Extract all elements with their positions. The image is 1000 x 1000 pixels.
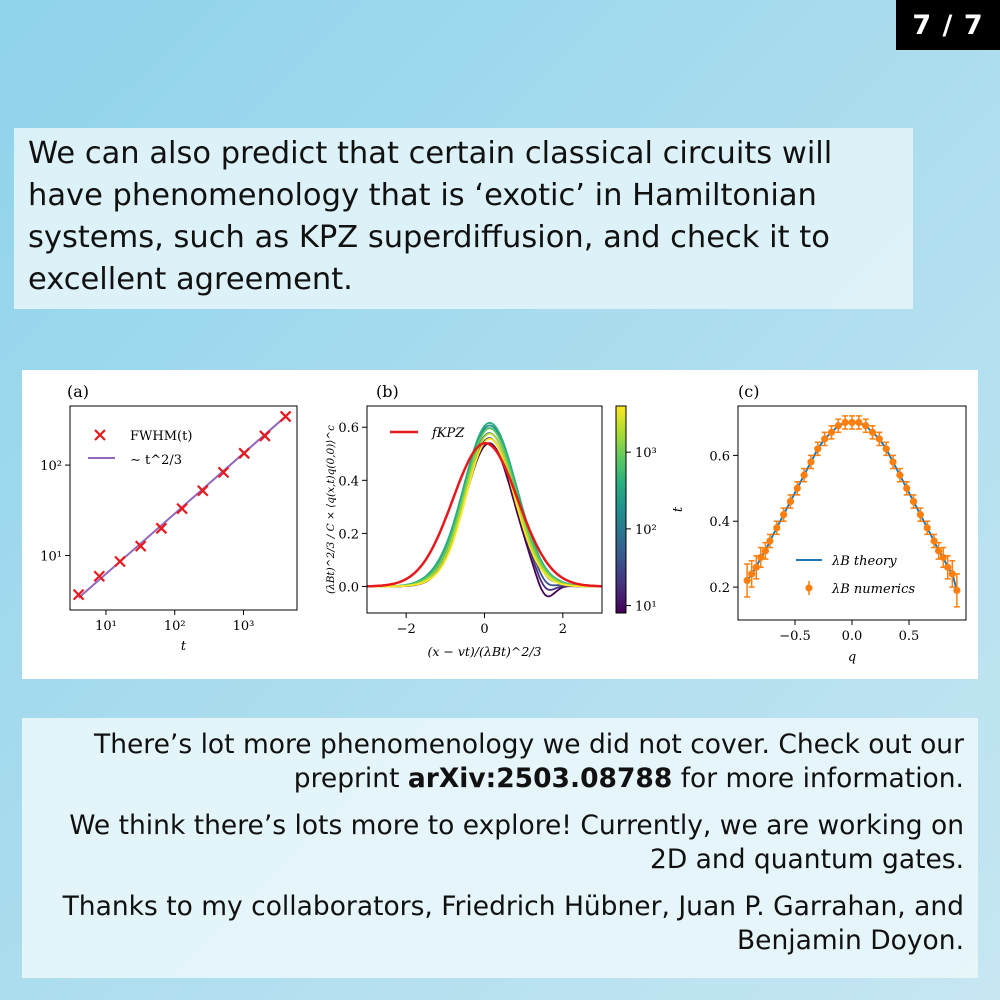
y-axis-label-b: (λBt)^2/3 / C × ⟨q(x,t)q(0,0)⟩^c	[325, 424, 337, 595]
numerics-point	[757, 554, 764, 561]
intro-text-box	[14, 128, 913, 309]
colorbar-tick-label: 10¹	[635, 599, 657, 615]
numerics-point	[801, 472, 808, 479]
y-tick-label-a: 10¹	[40, 549, 62, 565]
x-tick-label-c: 0.5	[898, 629, 920, 644]
page-counter: 7 / 7	[896, 0, 1000, 50]
y-tick-label-c: 0.4	[709, 515, 730, 531]
numerics-point	[821, 435, 828, 442]
legend-marker-fwhm	[95, 430, 105, 440]
numerics-point	[744, 577, 751, 584]
legend-label-fkpz: fKPZ	[432, 426, 465, 441]
numerics-point	[876, 435, 883, 442]
fkpz-curve	[367, 443, 602, 586]
fwhm-marker	[281, 411, 291, 421]
sim-curve	[367, 439, 602, 587]
numerics-point	[910, 498, 917, 505]
legend-label-fit: ∼ t^2/3	[130, 453, 183, 468]
numerics-point	[787, 498, 794, 505]
outro-paragraph-3: Thanks to my collaborators, Friedrich Hübner, Juan P. Garrahan, and Benjamin Doyon.	[62, 891, 964, 956]
sim-curve	[367, 428, 602, 587]
sim-curve	[367, 428, 602, 586]
numerics-point	[773, 524, 780, 531]
numerics-point	[794, 485, 801, 492]
numerics-point	[748, 570, 755, 577]
y-tick-label-b: 0.0	[338, 580, 359, 596]
x-tick-label-b: 0	[480, 622, 489, 637]
numerics-point	[917, 511, 924, 518]
y-tick-label-b: 0.6	[338, 421, 359, 437]
x-tick-label-c: −0.5	[779, 629, 811, 644]
x-tick-label-b: −2	[396, 622, 416, 637]
numerics-point	[828, 429, 835, 436]
chart-c	[709, 382, 966, 665]
sim-curve	[367, 434, 602, 587]
numerics-point	[889, 458, 896, 465]
sim-curve	[367, 423, 602, 587]
chart-b	[325, 382, 686, 659]
numerics-point	[762, 547, 769, 554]
y-tick-label-c: 0.6	[709, 449, 730, 465]
outro-paragraph-2: We think there’s lots more to explore! Currently, we are working on 2D and quantum gates.	[69, 810, 964, 875]
y-tick-label-a: 10²	[40, 459, 62, 475]
x-axis-label-a: t	[180, 639, 187, 654]
numerics-point	[944, 564, 951, 571]
y-tick-label-c: 0.2	[709, 581, 730, 597]
fwhm-marker	[218, 467, 228, 477]
y-tick-label-b: 0.2	[338, 527, 359, 543]
colorbar-label: t	[671, 506, 686, 513]
sim-curve	[367, 443, 602, 596]
numerics-point	[940, 554, 947, 561]
figure-panel	[22, 370, 978, 679]
x-tick-label-c: 0.0	[841, 629, 863, 644]
legend-marker-numerics	[805, 584, 812, 591]
numerics-point	[924, 524, 931, 531]
sim-curve	[367, 425, 602, 586]
numerics-point	[869, 429, 876, 436]
outro-p1-text: There’s lot more phenomenology we did not cover. Check out our preprint	[94, 729, 964, 794]
colorbar-tick-label: 10³	[635, 446, 657, 462]
colorbar-tick-label: 10²	[635, 522, 657, 538]
x-axis-label-c: q	[847, 650, 857, 665]
arxiv-link[interactable]: arXiv:2503.08788	[407, 763, 673, 794]
fwhm-marker	[260, 431, 270, 441]
numerics-point	[935, 547, 942, 554]
panel-label-a: (a)	[67, 382, 90, 401]
numerics-point	[807, 458, 814, 465]
sim-curve	[367, 433, 602, 586]
numerics-point	[766, 537, 773, 544]
fwhm-marker	[115, 556, 125, 566]
numerics-point	[953, 587, 960, 594]
numerics-point	[903, 485, 910, 492]
x-tick-label-a: 10¹	[95, 619, 117, 634]
fwhm-marker	[239, 448, 249, 458]
numerics-point	[883, 445, 890, 452]
x-tick-label-a: 10²	[163, 619, 186, 634]
x-axis-label-b: (x − vt)/(λBt)^2/3	[427, 644, 542, 659]
chart-a	[40, 382, 297, 654]
outro-paragraph-1	[36, 728, 964, 796]
numerics-point	[842, 419, 849, 426]
panel-label-c: (c)	[738, 382, 760, 401]
x-tick-label-b: 2	[558, 622, 567, 637]
outro-text-box	[22, 718, 978, 978]
numerics-point	[780, 511, 787, 518]
legend-label-fwhm: FWHM(t)	[130, 429, 193, 444]
intro-text: We can also predict that certain classical circuits will have phenomenology that is ‘exotic’ in Hamiltonian systems, such as KPZ superdiffusion, and check it to excellent agreement.	[28, 136, 833, 297]
numerics-point	[930, 537, 937, 544]
x-tick-label-a: 10³	[232, 619, 255, 634]
figure-svg	[22, 370, 978, 679]
numerics-point	[848, 419, 855, 426]
numerics-point	[814, 445, 821, 452]
numerics-point	[896, 472, 903, 479]
outro-p1-tail: for more information.	[672, 763, 964, 794]
numerics-point	[855, 419, 862, 426]
numerics-point	[862, 422, 869, 429]
fwhm-marker	[177, 504, 187, 514]
numerics-point	[835, 422, 842, 429]
panel-label-b: (b)	[376, 382, 399, 401]
legend-label-theory: λB theory	[832, 554, 897, 569]
legend-label-numerics: λB numerics	[832, 582, 916, 597]
y-tick-label-b: 0.4	[338, 474, 359, 490]
sim-curve	[367, 438, 602, 590]
colorbar	[616, 406, 626, 613]
